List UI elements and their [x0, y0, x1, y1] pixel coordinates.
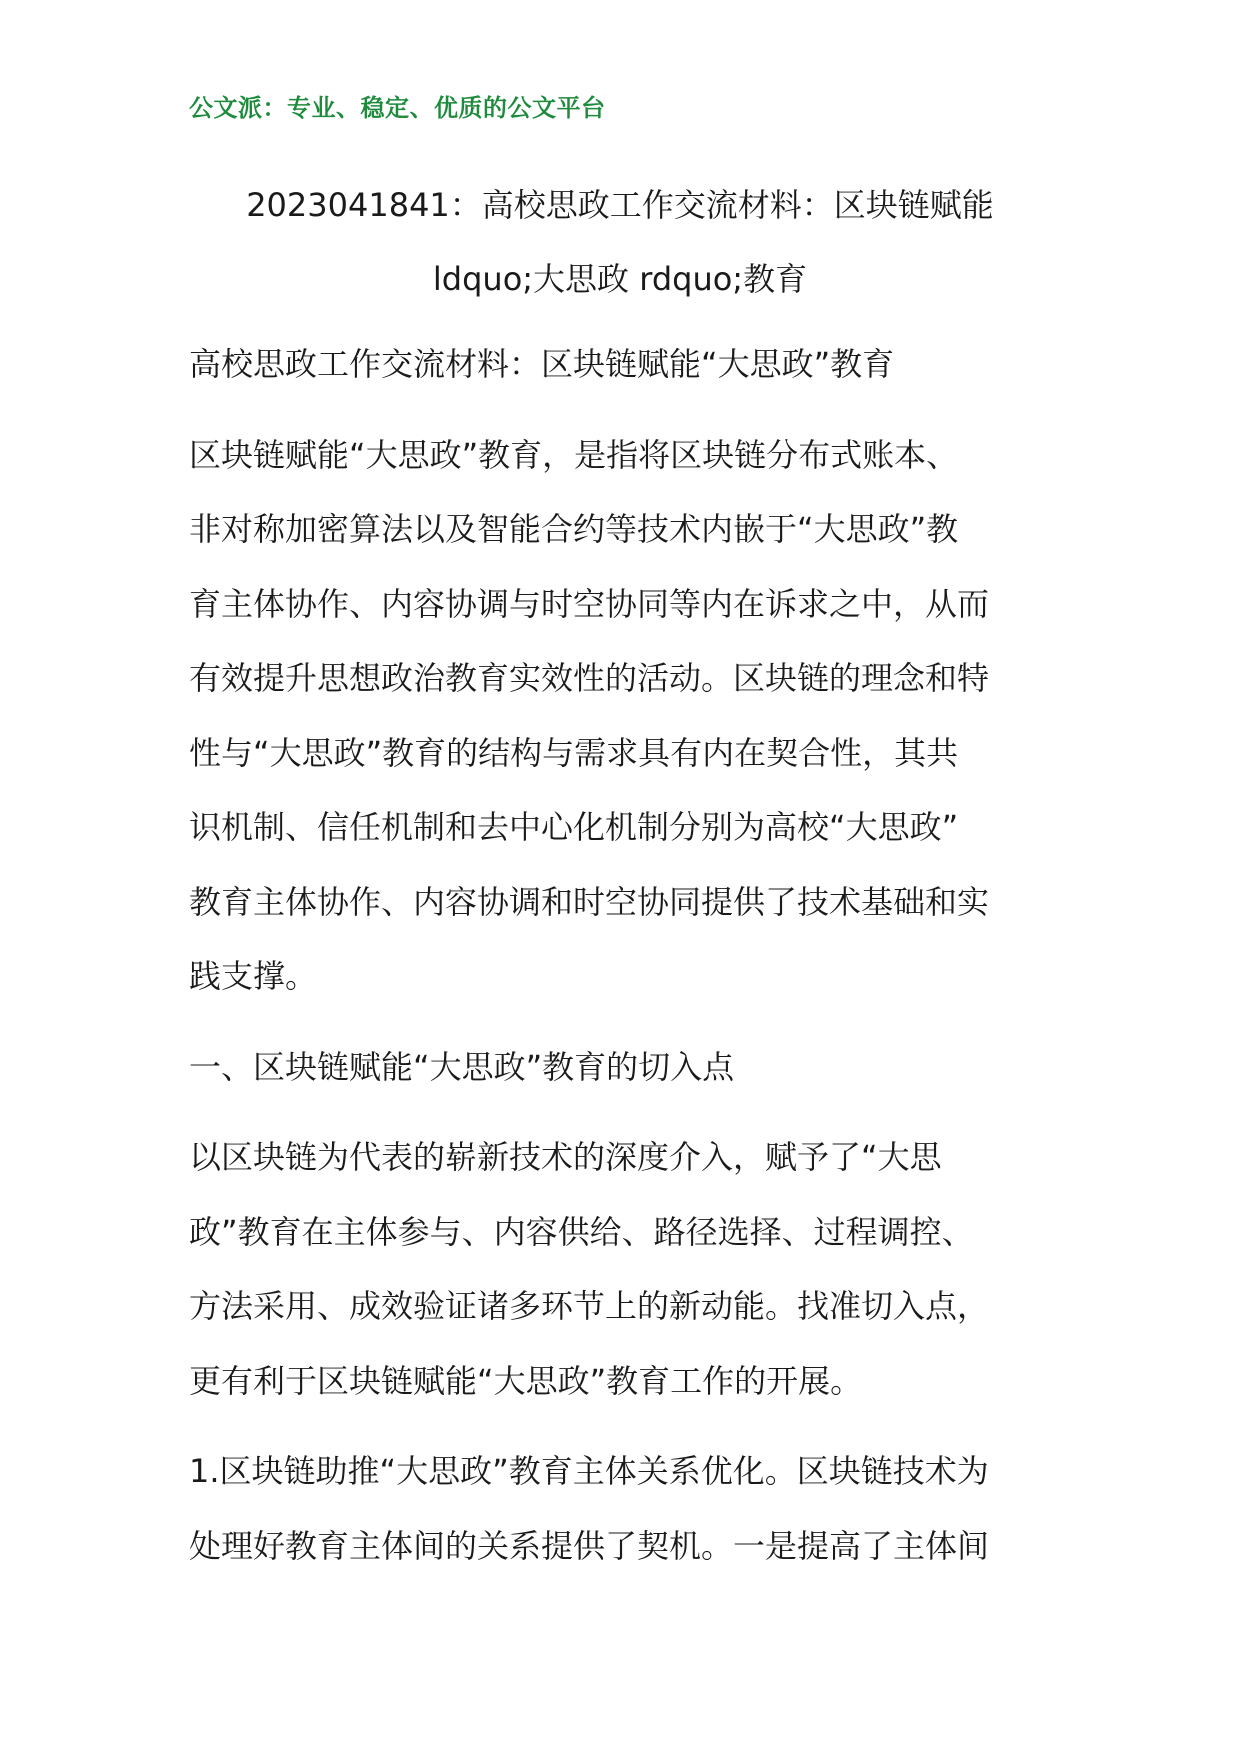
section-1-line: 以区块链为代表的崭新技术的深度介入，赋予了“大思	[189, 1138, 942, 1176]
title-line-2: ldquo;大思政 rdquo;教育	[432, 260, 808, 298]
site-slogan: 公文派：专业、稳定、优质的公文平台	[189, 94, 606, 122]
section-heading: 一、区块链赋能“大思政”教育的切入点	[189, 1047, 735, 1086]
intro-line: 教育主体协作、内容协调和时空协同提供了技术基础和实	[189, 882, 990, 921]
point-1-line: 处理好教育主体间的关系提供了契机。一是提高了主体间	[189, 1526, 990, 1565]
point-1-paragraph	[189, 1434, 1059, 1583]
section-1-line: 方法采用、成效验证诸多环节上的新动能。找准切入点，	[189, 1287, 990, 1325]
section-1-heading-paragraph	[189, 1030, 1059, 1105]
intro-line: 有效提升思想政治教育实效性的活动。区块链的理念和特	[189, 659, 990, 697]
subtitle-paragraph	[189, 327, 1059, 402]
point-1-line: 1.区块链助推“大思政”教育主体关系优化。区块链技术为	[189, 1452, 989, 1490]
intro-line: 育主体协作、内容协调与时空协同等内在诉求之中，从而	[189, 584, 990, 623]
section-1-line: 更有利于区块链赋能“大思政”教育工作的开展。	[189, 1361, 863, 1400]
title-line-1: 2023041841：高校思政工作交流材料：区块链赋能	[246, 186, 994, 224]
intro-line: 践支撑。	[189, 957, 318, 995]
section-1-paragraph	[189, 1120, 1059, 1418]
document-title	[189, 168, 1051, 316]
document-body	[189, 327, 1059, 1599]
subtitle: 高校思政工作交流材料：区块链赋能“大思政”教育	[189, 345, 895, 383]
intro-line: 非对称加密算法以及智能合约等技术内嵌于“大思政”教	[189, 510, 959, 548]
intro-line: 识机制、信任机制和去中心化机制分别为高校“大思政”	[189, 808, 959, 846]
intro-paragraph	[189, 418, 1059, 1014]
intro-line: 区块链赋能“大思政”教育，是指将区块链分布式账本、	[189, 435, 959, 474]
intro-line: 性与“大思政”教育的结构与需求具有内在契合性，其共	[189, 733, 959, 772]
section-1-line: 政”教育在主体参与、内容供给、路径选择、过程调控、	[189, 1212, 974, 1251]
